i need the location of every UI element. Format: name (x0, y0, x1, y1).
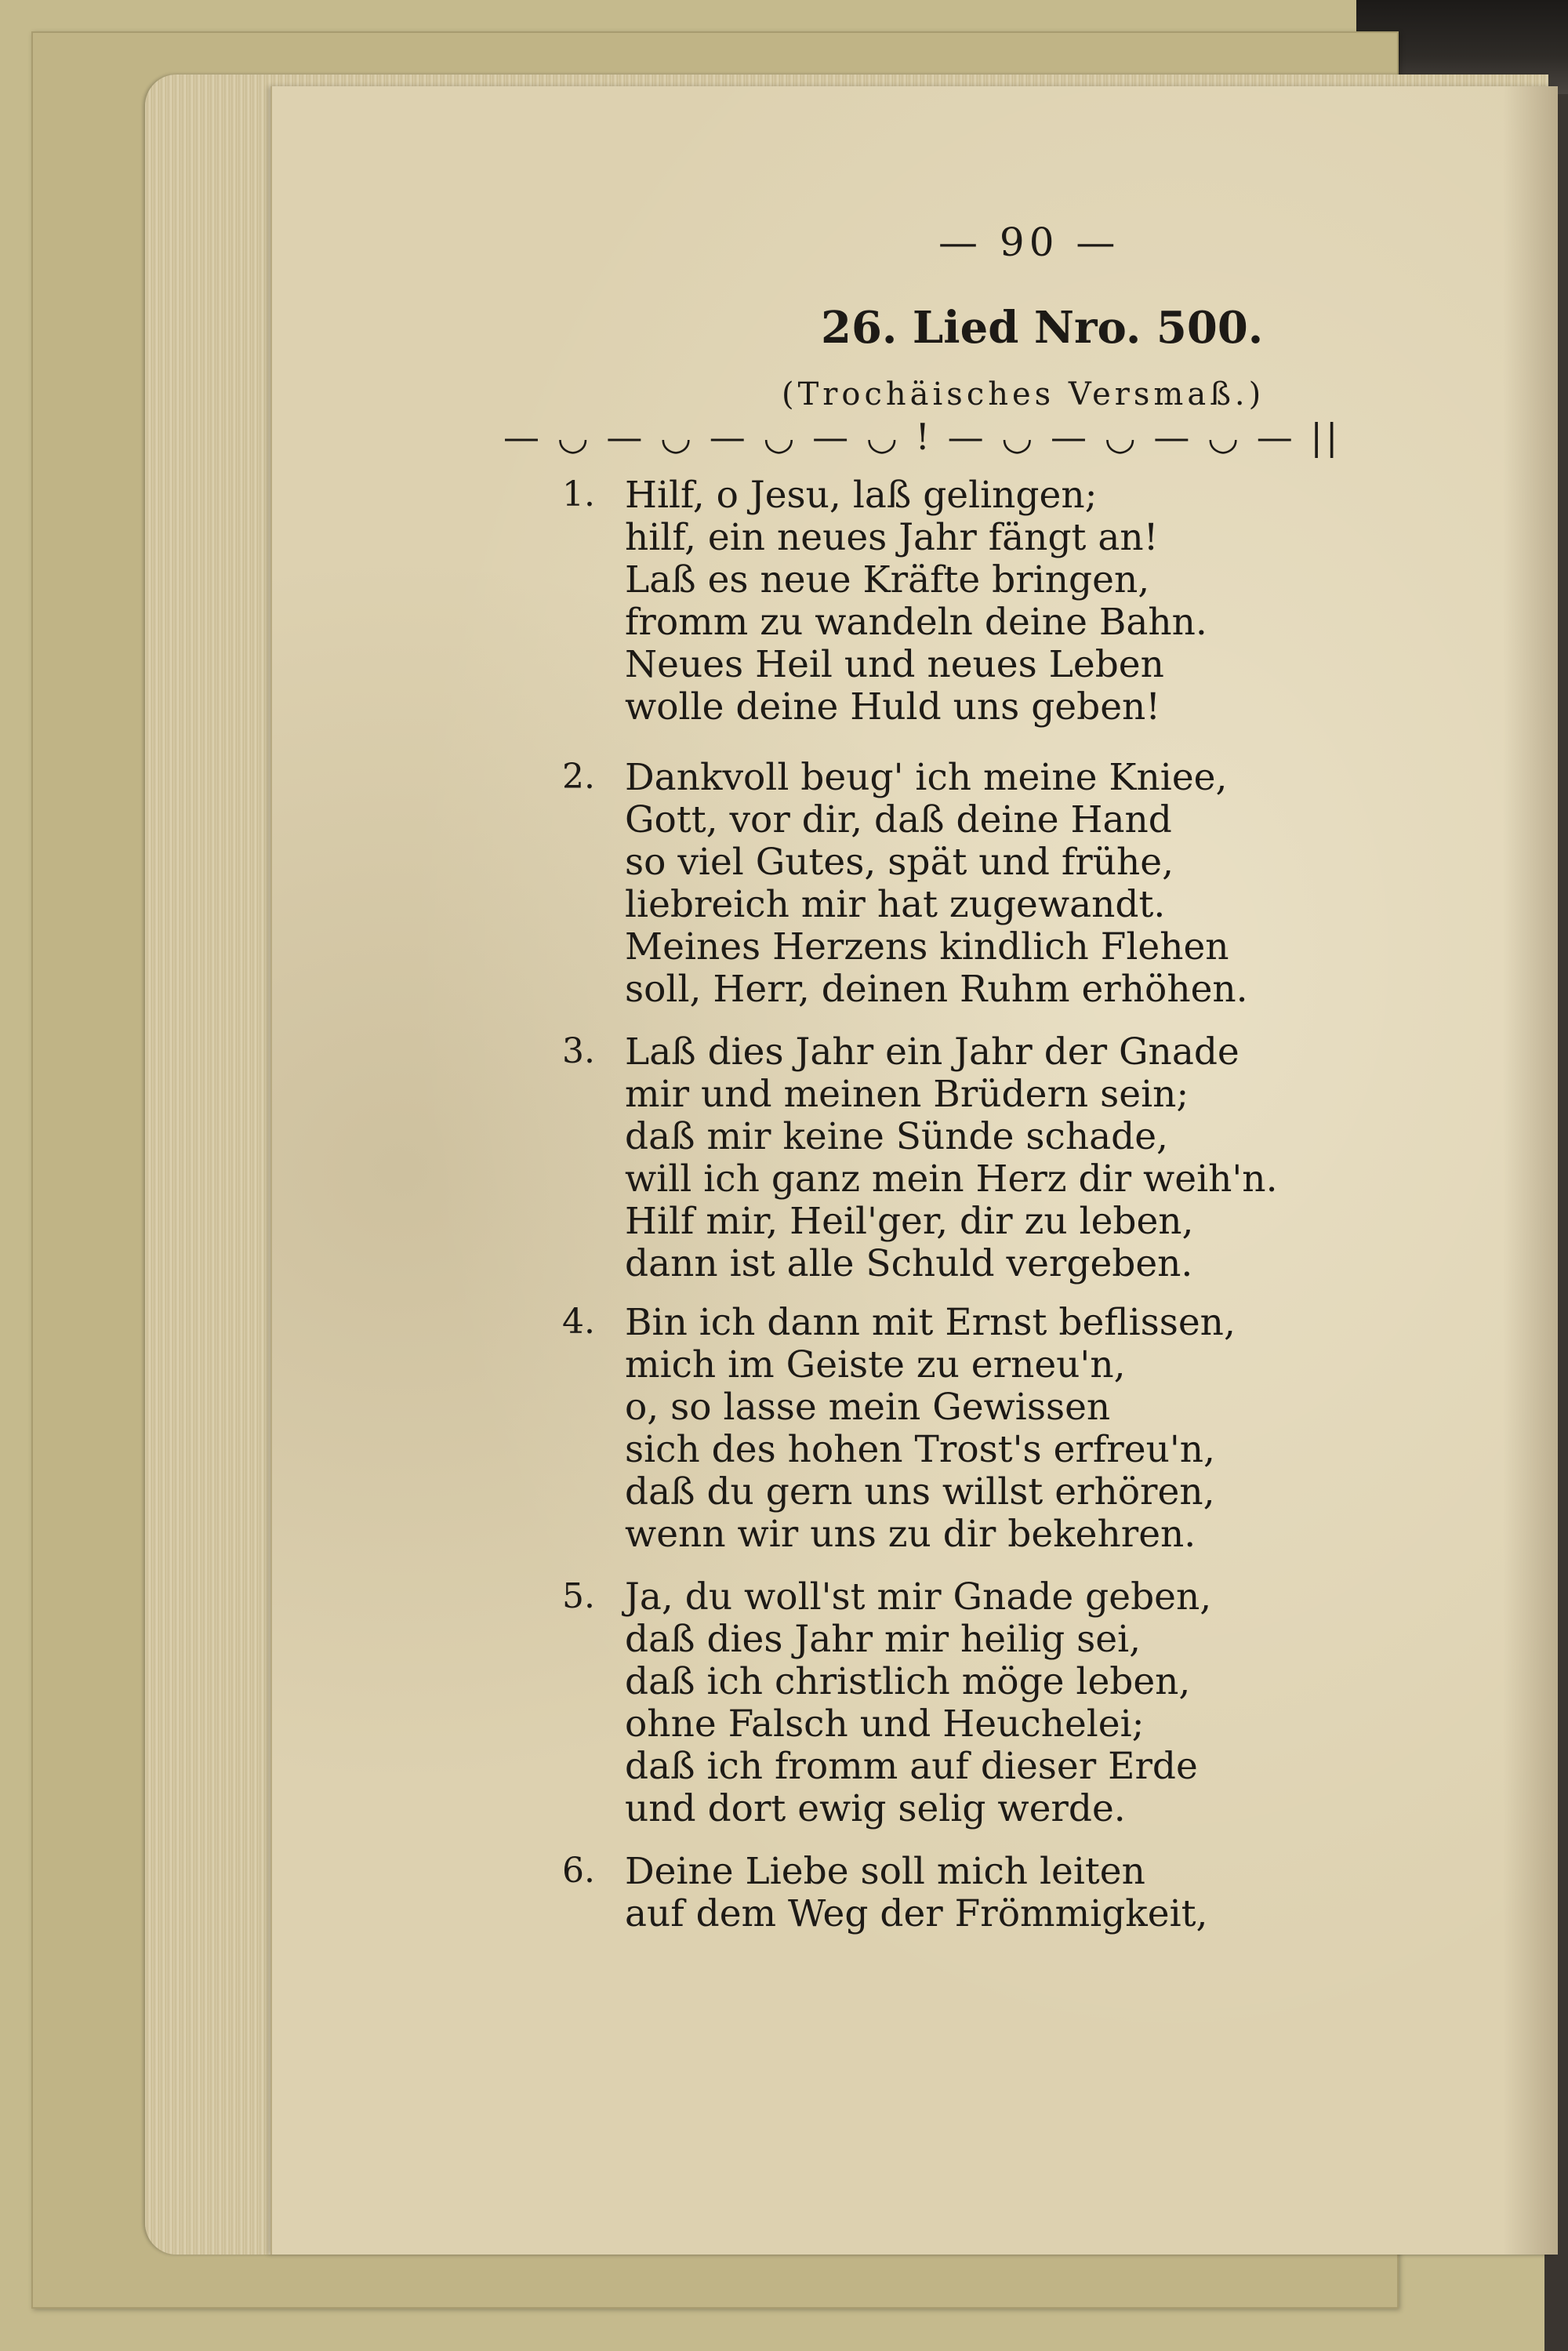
stanza-lines (625, 1031, 1278, 1285)
song-meter: (Trochäisches Versmaß.) (782, 376, 1265, 412)
verse-line: so viel Gutes, spät und frühe, (625, 841, 1174, 884)
stanza-number: 2. (562, 757, 595, 797)
verse-line: sich des hohen Trost's erfreu'n, (625, 1428, 1215, 1471)
scansion-pattern: — ◡ — ◡ — ◡ — ◡ ! — ◡ — ◡ — ◡ — || (503, 416, 1341, 458)
page-number: — 90 — (938, 220, 1120, 265)
verse-line: daß ich christlich möge leben, (625, 1660, 1191, 1703)
verse-line: Dankvoll beug' ich meine Kniee, (625, 756, 1228, 799)
verse-line: Meines Herzens kindlich Flehen (625, 925, 1229, 968)
song-title: 26. Lied Nro. 500. (821, 302, 1264, 354)
verse-line: daß mir keine Sünde schade, (625, 1115, 1168, 1158)
verse-line: Hilf mir, Heil'ger, dir zu leben, (625, 1200, 1194, 1243)
verse-line: Laß dies Jahr ein Jahr der Gnade (625, 1030, 1240, 1074)
verse-line: mir und meinen Brüdern sein; (625, 1073, 1189, 1116)
verse-line: fromm zu wandeln deine Bahn. (625, 601, 1207, 644)
verse-line: daß du gern uns willst erhören, (625, 1470, 1215, 1513)
verse-line: Neues Heil und neues Leben (625, 643, 1164, 686)
page-gutter-shadow (1503, 86, 1558, 2255)
stanza-number: 1. (562, 474, 595, 514)
stanza-lines (625, 757, 1248, 1011)
verse-line: soll, Herr, deinen Ruhm erhöhen. (625, 968, 1248, 1011)
stanza-lines (625, 1576, 1211, 1830)
verse-line: will ich ganz mein Herz dir weih'n. (625, 1157, 1278, 1201)
verse-line: und dort ewig selig werde. (625, 1787, 1126, 1830)
verse-line: o, so lasse mein Gewissen (625, 1386, 1111, 1429)
verse-line: ohne Falsch und Heuchelei; (625, 1702, 1145, 1746)
book-page (270, 86, 1558, 2255)
verse-line: Bin ich dann mit Ernst beflissen, (625, 1301, 1236, 1344)
verse-line: Ja, du woll'st mir Gnade geben, (625, 1575, 1212, 1619)
verse-line: liebreich mir hat zugewandt. (625, 883, 1166, 926)
verse-line: Laß es neue Kräfte bringen, (625, 558, 1150, 601)
verse-line: wolle deine Huld uns geben! (625, 685, 1161, 729)
verse-line: Hilf, o Jesu, laß gelingen; (625, 474, 1098, 517)
stanza-number: 6. (562, 1851, 595, 1891)
verse-line: mich im Geiste zu erneu'n, (625, 1343, 1126, 1386)
stanza-lines (625, 474, 1207, 729)
stanza-number: 3. (562, 1031, 595, 1071)
verse-line: hilf, ein neues Jahr fängt an! (625, 516, 1159, 559)
stanza-number: 4. (562, 1302, 595, 1342)
verse-line: dann ist alle Schuld vergeben. (625, 1242, 1193, 1285)
verse-line: Gott, vor dir, daß deine Hand (625, 798, 1172, 841)
verse-line: Deine Liebe soll mich leiten (625, 1850, 1145, 1893)
verse-line: wenn wir uns zu dir bekehren. (625, 1513, 1196, 1556)
stanza-lines (625, 1851, 1207, 1935)
stanza-lines (625, 1302, 1236, 1556)
verse-line: daß dies Jahr mir heilig sei, (625, 1618, 1142, 1661)
stanza-number: 5. (562, 1576, 595, 1616)
verse-line: daß ich fromm auf dieser Erde (625, 1745, 1198, 1788)
verse-line: auf dem Weg der Frömmigkeit, (625, 1892, 1208, 1935)
